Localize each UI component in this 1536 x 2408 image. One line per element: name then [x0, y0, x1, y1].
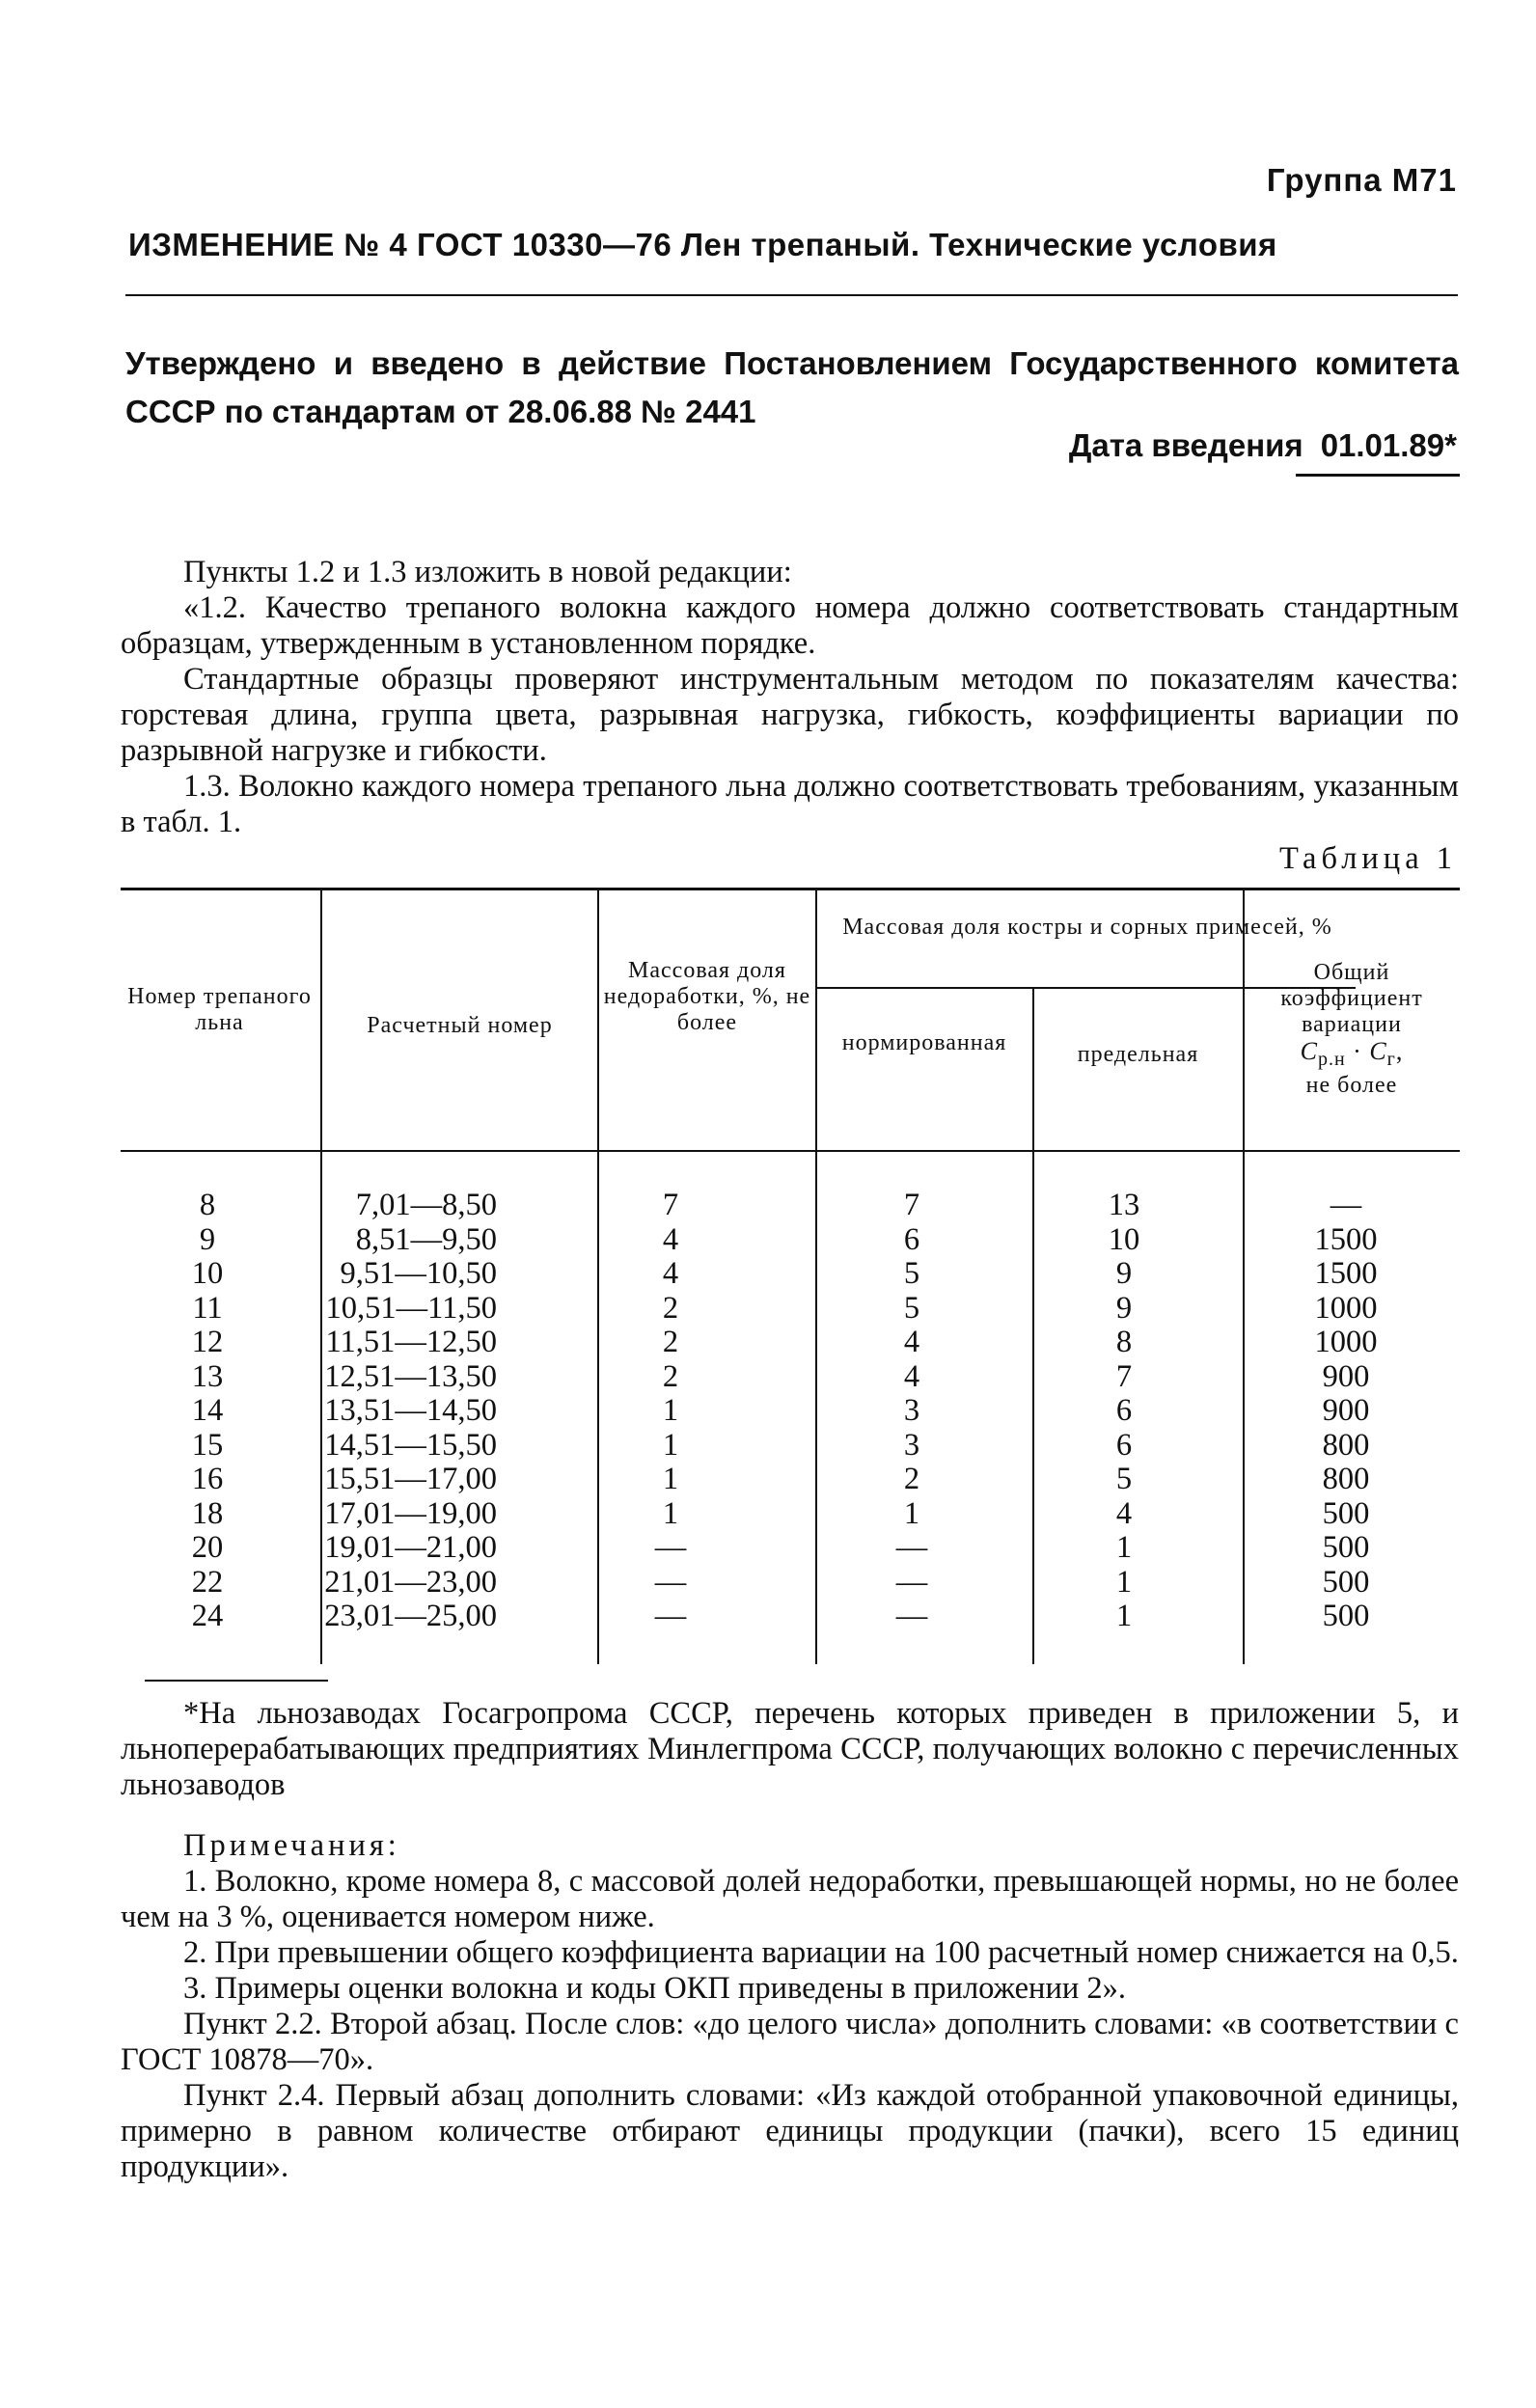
table-cell-under: 4 [662, 1256, 679, 1291]
table-cell-under: — [654, 1530, 687, 1565]
table-cell-under: 2 [662, 1290, 679, 1326]
table-cell-var: 500 [1322, 1530, 1370, 1565]
table-cell-norm: 3 [903, 1393, 920, 1428]
table-cell-lim: 1 [1115, 1530, 1133, 1565]
table-cell-num: 20 [191, 1530, 224, 1565]
table-cell-var: 500 [1322, 1495, 1370, 1531]
table-cell-under: 1 [662, 1495, 679, 1531]
variation-comma: , [1395, 1037, 1404, 1065]
introduction-date-label: Дата введения [1068, 427, 1303, 463]
table-cell-norm: 1 [903, 1495, 920, 1531]
table-cell-calc: 13,51—14,50 [324, 1393, 497, 1428]
table-cell-lim: 13 [1108, 1188, 1140, 1222]
title-rule [125, 294, 1458, 296]
table-cell-num: 9 [199, 1221, 216, 1257]
date-underline [1296, 474, 1460, 477]
table-cell-num: 22 [191, 1564, 224, 1600]
approval-statement: Утверждено и введено в действие Постановлением Государственного комитета СССР по стандартам от 28.06.88 № 2441 [125, 345, 1459, 429]
table-cell-var: 500 [1322, 1564, 1370, 1600]
table-cell-num: 18 [191, 1495, 224, 1531]
column-divider [597, 888, 599, 1664]
table-cell-under: 2 [662, 1358, 679, 1394]
column-variation [1278, 1189, 1413, 1634]
paragraph: Пункты 1.2 и 1.3 изложить в новой редакции: [183, 555, 792, 589]
table-cell-lim: 6 [1115, 1427, 1133, 1463]
variation-operator: · [1345, 1037, 1370, 1065]
note: 3. Примеры оценки волокна и коды ОКП приведены в приложении 2». [183, 1971, 1126, 2006]
table-cell-norm: — [895, 1564, 928, 1600]
table-cell-calc: 11,51—12,50 [325, 1325, 497, 1359]
paragraph: Пункт 2.4. Первый абзац дополнить словами: «Из каждой отобранной упаковочной единицы, примерно в равном количестве отбирают единицы продукции (пачки), всего 15 единиц продукции». [121, 2078, 1459, 2184]
header-shive-group: Массовая доля костры и сорных примесей, % [842, 915, 1332, 940]
table-cell-under: 4 [662, 1221, 679, 1257]
table-cell-under: 1 [662, 1393, 679, 1428]
table-cell-calc: 15,51—17,00 [324, 1462, 497, 1496]
footnote-rule [145, 1680, 328, 1682]
group-code: Группа М71 [1266, 162, 1457, 198]
column-divider [1032, 989, 1034, 1664]
table-cell-lim: 4 [1115, 1495, 1133, 1531]
table-cell-num: 10 [191, 1256, 224, 1291]
column-underwork [632, 1189, 709, 1634]
table-cell-under: 1 [662, 1427, 679, 1463]
table-cell-norm: 5 [903, 1290, 920, 1326]
table-cell-lim: 7 [1115, 1358, 1133, 1394]
variation-symbol: C [1300, 1037, 1318, 1065]
table-cell-lim: 5 [1115, 1462, 1133, 1496]
table-cell-calc: 21,01—23,00 [324, 1564, 497, 1600]
variation-subscript: г [1386, 1049, 1396, 1071]
header-variation-notmore: не более [1305, 1073, 1398, 1099]
table-cell-norm: 5 [903, 1256, 920, 1291]
table-cell-var: 1500 [1314, 1221, 1378, 1257]
table-cell-calc: 12,51—13,50 [324, 1358, 497, 1394]
table-cell-lim: 1 [1115, 1564, 1133, 1600]
introduction-date-value: 01.01.89* [1320, 427, 1457, 463]
column-normed [854, 1189, 970, 1634]
paragraph: «1.2. Качество трепаного волокна каждого номера должно соответствовать стандартным образцам, утвержденным в установленном порядке. [121, 590, 1459, 661]
table-cell-num: 8 [199, 1188, 216, 1222]
variation-formula [1245, 1038, 1459, 1073]
table-cell-var: — [1330, 1188, 1362, 1222]
table-cell-calc: 10,51—11,50 [325, 1290, 497, 1326]
column-divider [320, 888, 322, 1664]
table-cell-lim: 9 [1115, 1256, 1133, 1291]
table-cell-under: — [654, 1564, 687, 1600]
notes-title: Примечания: [183, 1828, 400, 1863]
column-limit [1056, 1189, 1192, 1634]
table-cell-lim: 8 [1115, 1325, 1133, 1359]
column-number [121, 1189, 294, 1634]
column-divider [815, 888, 817, 1664]
table-cell-calc: 9,51—10,50 [340, 1256, 497, 1291]
variation-subscript: р.н [1317, 1049, 1346, 1071]
table-cell-norm: 6 [903, 1221, 920, 1257]
table-cell-under: 1 [662, 1462, 679, 1496]
variation-symbol: C [1369, 1037, 1387, 1065]
paragraph: 1.3. Волокно каждого номера трепаного льна должно соответствовать требованиям, указанным в табл. 1. [121, 769, 1459, 839]
table-cell-var: 1000 [1314, 1325, 1378, 1359]
table-cell-num: 14 [191, 1393, 224, 1428]
table-cell-norm: 2 [903, 1462, 920, 1496]
table-cell-var: 1500 [1314, 1256, 1378, 1291]
note: 1. Волокно, кроме номера 8, с массовой долей недоработки, превышающей нормы, но не более чем на 3 %, оценивается номером ниже. [121, 1864, 1459, 1934]
table-cell-under: 7 [662, 1188, 679, 1222]
table-cell-var: 1000 [1314, 1290, 1378, 1326]
table-cell-norm: 7 [903, 1188, 920, 1222]
table-cell-var: 800 [1322, 1427, 1370, 1463]
table-cell-var: 900 [1322, 1358, 1370, 1394]
table-cell-num: 11 [192, 1290, 223, 1326]
table-cell-num: 16 [191, 1462, 224, 1496]
table-cell-num: 12 [191, 1325, 224, 1359]
header-calc-number: Расчетный номер [367, 1013, 553, 1038]
table-cell-var: 500 [1322, 1599, 1370, 1633]
table-cell-lim: 1 [1115, 1599, 1133, 1633]
note: 2. При превышении общего коэффициента вариации на 100 расчетный номер снижается на 0,5. [183, 1935, 1459, 1970]
table-cell-calc: 17,01—19,00 [324, 1495, 497, 1531]
paragraph: Стандартные образцы проверяют инструментальным методом по показателям качества: горстевая длина, группа цвета, разрывная нагрузка, гибкость, коэффициенты вариации по разрывной нагрузке и гибкости. [121, 662, 1459, 768]
table-cell-var: 900 [1322, 1393, 1370, 1428]
header-variation-label: Общий коэффициент вариации [1280, 960, 1423, 1037]
table-cell-calc: 7,01—8,50 [355, 1188, 497, 1222]
header-limit: предельная [1077, 1042, 1199, 1067]
table-cell-under: — [654, 1599, 687, 1633]
table-cell-calc: 8,51—9,50 [355, 1221, 497, 1257]
table-cell-norm: — [895, 1599, 928, 1633]
change-title: ИЗМЕНЕНИЕ № 4 ГОСТ 10330—76 Лен трепаный. Технические условия [128, 227, 1277, 262]
footnote-and-notes [121, 1696, 1459, 2185]
header-number: Номер трепаного льна [127, 984, 312, 1035]
intro-text [121, 555, 1459, 840]
table-cell-norm: 3 [903, 1427, 920, 1463]
table-cell-var: 800 [1322, 1462, 1370, 1496]
table-cell-lim: 9 [1115, 1290, 1133, 1326]
header-underwork: Массовая доля недоработки, %, не более [603, 958, 811, 1035]
table-cell-lim: 10 [1108, 1221, 1140, 1257]
table-caption: Таблица 1 [1279, 841, 1457, 876]
table-cell-num: 15 [191, 1427, 224, 1463]
table-cell-calc: 23,01—25,00 [324, 1599, 497, 1633]
table-cell-calc: 14,51—15,50 [324, 1427, 497, 1463]
footnote: *На льнозаводах Госагропрома СССР, перечень которых приведен в приложении 5, и льноперерабатывающих предприятиях Минлегпрома СССР, получающих волокно с перечисленных льнозаводов [121, 1696, 1459, 1802]
table-cell-num: 24 [191, 1599, 224, 1633]
table-cell-calc: 19,01—21,00 [324, 1530, 497, 1565]
table-cell-num: 13 [191, 1358, 224, 1394]
table-cell-lim: 6 [1115, 1393, 1133, 1428]
table-cell-norm: 4 [903, 1325, 920, 1359]
paragraph: Пункт 2.2. Второй абзац. После слов: «до целого числа» дополнить словами: «в соответствии с ГОСТ 10878—70». [121, 2007, 1459, 2077]
table-cell-norm: 4 [903, 1358, 920, 1394]
header-normed: нормированная [841, 1030, 1007, 1055]
requirements-table [121, 888, 1460, 1664]
column-calc [323, 1189, 497, 1634]
table-cell-under: 2 [662, 1325, 679, 1359]
introduction-date [1069, 427, 1457, 464]
table-cell-norm: — [895, 1530, 928, 1565]
header-variation [1245, 960, 1459, 1099]
